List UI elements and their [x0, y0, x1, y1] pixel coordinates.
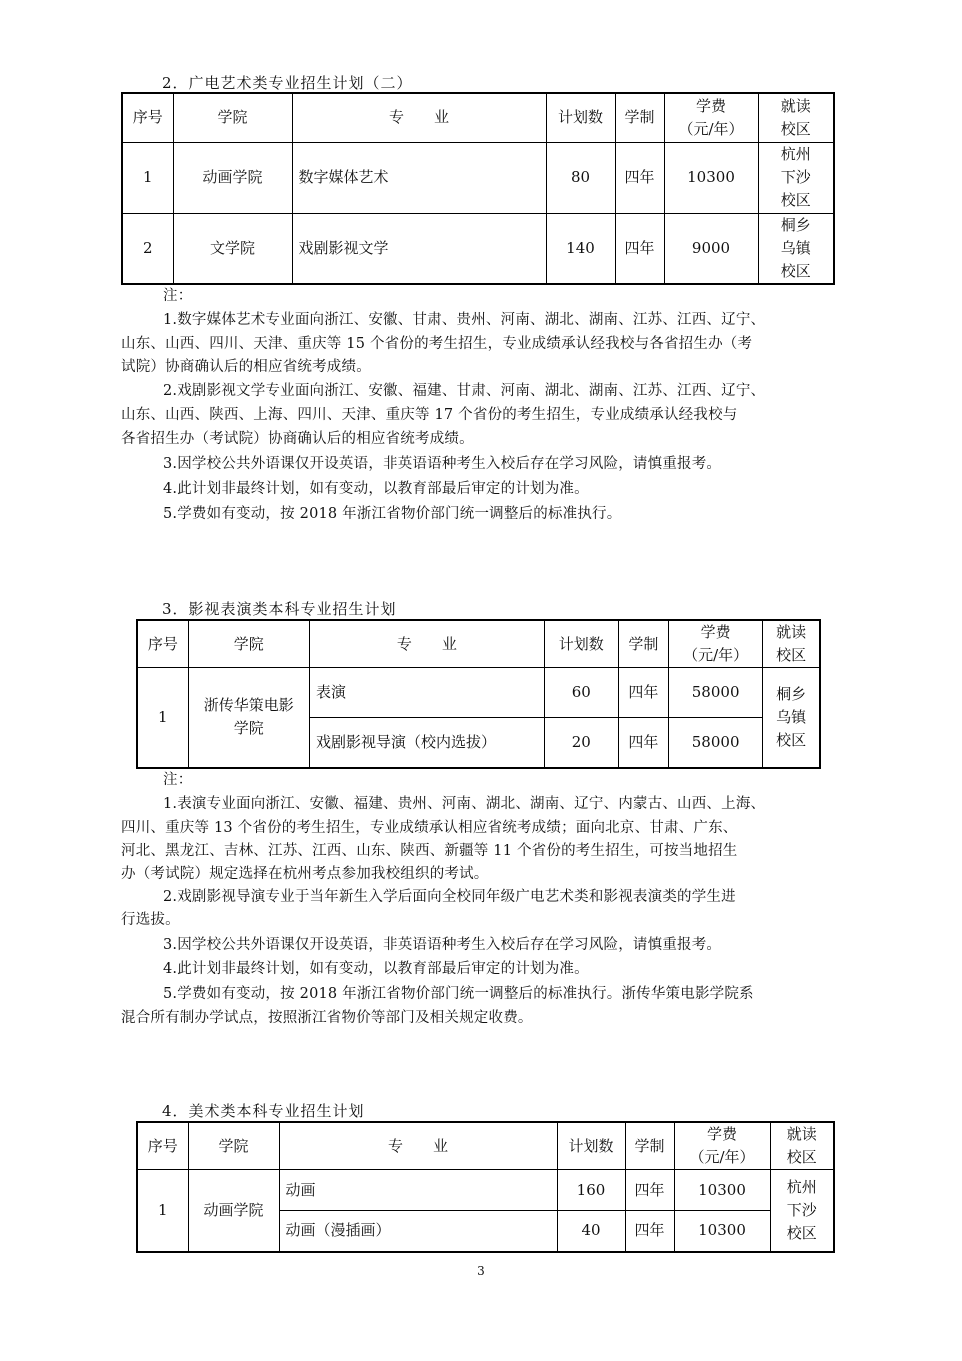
- cell-college: 文学院: [173, 213, 292, 284]
- note-line: 办（考试院）规定选择在杭州考点参加我校组织的考试。: [121, 866, 489, 882]
- note-line: 山东、山西、陕西、上海、四川、天津、重庆等 17 个省份的考生招生，专业成绩承认经我校与: [121, 407, 738, 423]
- header-cell: 序号: [122, 93, 173, 142]
- header-cell: 就读 校区: [758, 93, 834, 142]
- header-cell: 学费 （元/年）: [664, 93, 758, 142]
- cell-years: 四年: [618, 718, 668, 768]
- cell-major: 动画（漫插画）: [279, 1211, 557, 1252]
- table-row: [137, 668, 820, 718]
- note-line: 试院）协商确认后的相应省统考成绩。: [121, 359, 371, 375]
- note-line: 2.戏剧影视文学专业面向浙江、安徽、福建、甘肃、河南、湖北、湖南、江苏、江西、辽宁、: [163, 383, 766, 399]
- table-row: [137, 1170, 834, 1211]
- note-line: 4.此计划非最终计划，如有变动，以教育部最后审定的计划为准。: [163, 481, 589, 497]
- header-cell: 学院: [188, 620, 309, 668]
- cell-campus: 桐乡 乌镇 校区: [758, 213, 834, 284]
- cell-fee: 58000: [669, 668, 763, 718]
- header-cell: 序号: [137, 620, 188, 668]
- cell-major: 动画: [279, 1170, 557, 1211]
- header-cell: 学费 （元/年）: [674, 1122, 770, 1170]
- header-cell: 就读 校区: [763, 620, 820, 668]
- header-cell: 序号: [137, 1122, 188, 1170]
- cell-no: 1: [137, 1170, 188, 1252]
- note-line: 5.学费如有变动，按 2018 年浙江省物价部门统一调整后的标准执行。: [163, 506, 622, 522]
- header-cell: 专 业: [279, 1122, 557, 1170]
- table-header-row: [137, 620, 820, 668]
- cell-fee: 9000: [664, 213, 758, 284]
- cell-college: 浙传华策电影 学院: [188, 668, 309, 768]
- cell-plan: 160: [557, 1170, 625, 1211]
- header-cell: 专 业: [292, 93, 546, 142]
- note-line: 行选拔。: [121, 912, 180, 928]
- cell-years: 四年: [625, 1170, 674, 1211]
- cell-major: 戏剧影视导演（校内选拔）: [309, 718, 544, 768]
- header-cell: 计划数: [544, 620, 618, 668]
- header-cell: 学制: [625, 1122, 674, 1170]
- enrollment-table: [136, 1121, 835, 1253]
- cell-fee: 10300: [664, 142, 758, 213]
- section-title: 3．影视表演类本科专业招生计划: [162, 600, 397, 618]
- note-line: 各省招生办（考试院）协商确认后的相应省统考成绩。: [121, 431, 474, 447]
- cell-plan: 40: [557, 1211, 625, 1252]
- cell-no: 1: [137, 668, 188, 768]
- note-line: 3.因学校公共外语课仅开设英语，非英语语种考生入校后存在学习风险，请慎重报考。: [163, 937, 722, 953]
- cell-years: 四年: [615, 213, 664, 284]
- note-line: 2.戏剧影视导演专业于当年新生入学后面向全校同年级广电艺术类和影视表演类的学生进: [163, 889, 736, 905]
- cell-campus: 桐乡 乌镇 校区: [763, 668, 820, 768]
- header-cell: 专 业: [309, 620, 544, 668]
- note-line: 山东、山西、四川、天津、重庆等 15 个省份的考生招生，专业成绩承认经我校与各省招生办（考: [121, 336, 753, 352]
- enrollment-table: [136, 619, 821, 769]
- note-line: 混合所有制办学试点，按照浙江省物价等部门及相关规定收费。: [121, 1010, 533, 1026]
- cell-major: 戏剧影视文学: [292, 213, 546, 284]
- cell-college: 动画学院: [188, 1170, 279, 1252]
- table-header-row: [137, 1122, 834, 1170]
- cell-years: 四年: [618, 668, 668, 718]
- table-header-row: [122, 93, 834, 142]
- cell-fee: 10300: [674, 1211, 770, 1252]
- cell-plan: 80: [546, 142, 615, 213]
- cell-plan: 20: [544, 718, 618, 768]
- note-line: 1.数字媒体艺术专业面向浙江、安徽、甘肃、贵州、河南、湖北、湖南、江苏、江西、辽宁、: [163, 312, 766, 328]
- note-line: 4.此计划非最终计划，如有变动，以教育部最后审定的计划为准。: [163, 961, 589, 977]
- cell-fee: 10300: [674, 1170, 770, 1211]
- table-row: [122, 213, 834, 284]
- page-number: 3: [477, 1264, 485, 1278]
- cell-years: 四年: [615, 142, 664, 213]
- cell-major: 表演: [309, 668, 544, 718]
- section-title: 2．广电艺术类专业招生计划（二）: [162, 74, 413, 92]
- cell-campus: 杭州 下沙 校区: [758, 142, 834, 213]
- cell-fee: 58000: [669, 718, 763, 768]
- note-heading: 注：: [163, 772, 193, 788]
- header-cell: 学制: [618, 620, 668, 668]
- header-cell: 学制: [615, 93, 664, 142]
- cell-years: 四年: [625, 1211, 674, 1252]
- cell-major: 数字媒体艺术: [292, 142, 546, 213]
- section-title: 4．美术类本科专业招生计划: [162, 1102, 365, 1120]
- note-line: 3.因学校公共外语课仅开设英语，非英语语种考生入校后存在学习风险，请慎重报考。: [163, 456, 722, 472]
- cell-plan: 140: [546, 213, 615, 284]
- note-line: 四川、重庆等 13 个省份的考生招生，专业成绩承认相应省统考成绩；面向北京、甘肃、广东、: [121, 820, 738, 836]
- note-heading: 注：: [163, 288, 193, 304]
- cell-campus: 杭州 下沙 校区: [770, 1170, 834, 1252]
- note-line: 5.学费如有变动，按 2018 年浙江省物价部门统一调整后的标准执行。浙传华策电影学院系: [163, 986, 754, 1002]
- header-cell: 计划数: [546, 93, 615, 142]
- table-row: [122, 142, 834, 213]
- cell-no: 1: [122, 142, 173, 213]
- note-line: 河北、黑龙江、吉林、江苏、江西、山东、陕西、新疆等 11 个省份的考生招生，可按当地招生: [121, 843, 738, 859]
- header-cell: 学费 （元/年）: [669, 620, 763, 668]
- header-cell: 就读 校区: [770, 1122, 834, 1170]
- header-cell: 学院: [173, 93, 292, 142]
- enrollment-table: [121, 92, 835, 285]
- note-line: 1.表演专业面向浙江、安徽、福建、贵州、河南、湖北、湖南、辽宁、内蒙古、山西、上海、: [163, 796, 766, 812]
- cell-no: 2: [122, 213, 173, 284]
- header-cell: 计划数: [557, 1122, 625, 1170]
- header-cell: 学院: [188, 1122, 279, 1170]
- cell-college: 动画学院: [173, 142, 292, 213]
- cell-plan: 60: [544, 668, 618, 718]
